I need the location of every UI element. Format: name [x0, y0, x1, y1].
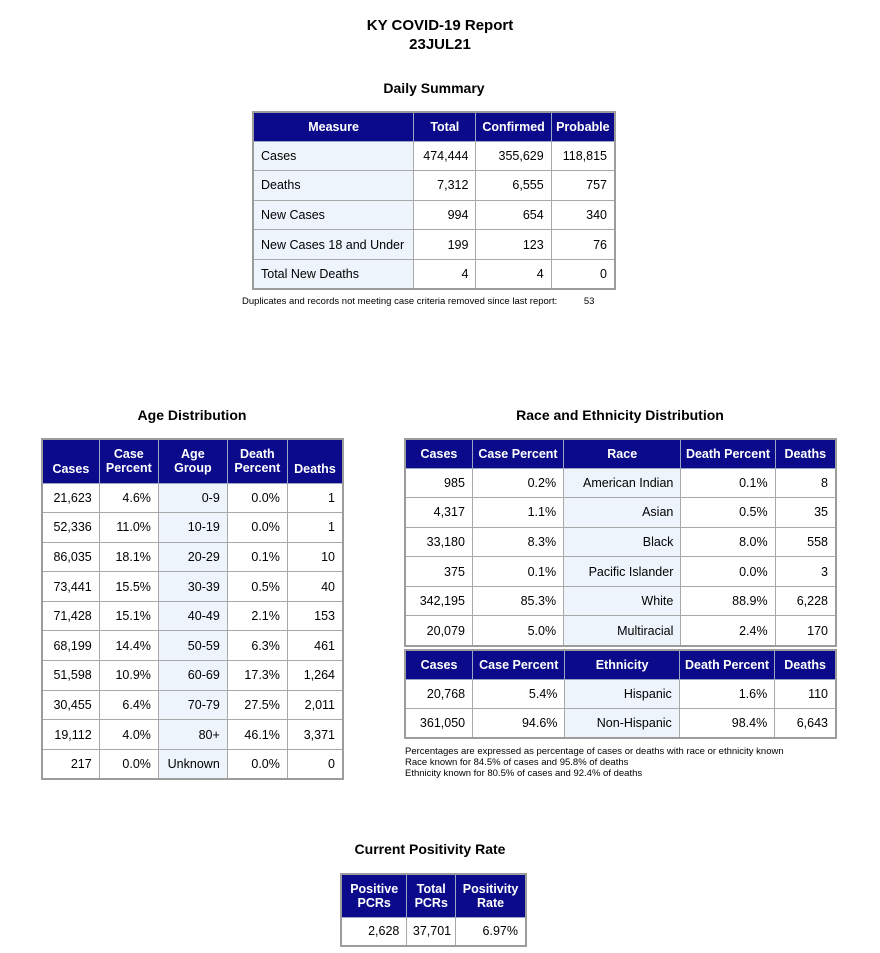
table-row — [42, 483, 343, 513]
table-cell: 6,643 — [775, 709, 836, 739]
table-row — [253, 230, 615, 260]
column-header: Case Percent — [99, 439, 158, 483]
column-header: Cases — [42, 439, 99, 483]
table-row — [42, 720, 343, 750]
column-header: Confirmed — [476, 112, 551, 141]
table-cell: 757 — [551, 171, 615, 201]
table-cell: New Cases — [253, 200, 414, 230]
column-header: Positivity Rate — [456, 874, 526, 917]
table-cell: 15.1% — [99, 601, 158, 631]
table-row — [405, 527, 836, 557]
table-row — [253, 171, 615, 201]
column-header: Measure — [253, 112, 414, 141]
column-header: Cases — [405, 439, 472, 468]
table-cell: 340 — [551, 200, 615, 230]
note-line: Race known for 84.5% of cases and 95.8% of deaths — [405, 757, 629, 768]
table-cell: 10 — [287, 542, 343, 572]
table-cell: 3 — [775, 557, 836, 587]
table-cell: 0.0% — [681, 557, 775, 587]
positivity-title: Current Positivity Rate — [354, 841, 506, 857]
table-row — [405, 557, 836, 587]
table-cell: 1.1% — [472, 498, 563, 528]
table-cell: 68,199 — [42, 631, 99, 661]
table-cell: 4,317 — [405, 498, 472, 528]
table-cell: Asian — [564, 498, 681, 528]
age-distribution-title: Age Distribution — [137, 407, 247, 423]
table-cell: 4.0% — [99, 720, 158, 750]
table-cell: 5.0% — [472, 616, 563, 646]
table-row — [42, 690, 343, 720]
table-cell: 118,815 — [551, 141, 615, 171]
age-distribution-table — [41, 438, 344, 780]
table-cell: 35 — [775, 498, 836, 528]
table-row — [405, 468, 836, 498]
table-cell: Non-Hispanic — [565, 709, 679, 739]
table-cell: 0 — [551, 259, 615, 289]
table-row — [253, 200, 615, 230]
table-cell: 17.3% — [227, 661, 287, 691]
table-cell: 375 — [405, 557, 472, 587]
column-header: Probable — [551, 112, 615, 141]
table-cell: 0.1% — [681, 468, 775, 498]
table-cell: 30,455 — [42, 690, 99, 720]
table-cell: Unknown — [158, 749, 227, 779]
table-cell: 27.5% — [227, 690, 287, 720]
table-cell: 0.1% — [472, 557, 563, 587]
table-cell: 0-9 — [158, 483, 227, 513]
table-cell: 199 — [414, 230, 476, 260]
table-cell: 2,628 — [341, 917, 407, 946]
table-cell: 461 — [287, 631, 343, 661]
table-cell: 0.1% — [227, 542, 287, 572]
table-cell: American Indian — [564, 468, 681, 498]
column-header: Death Percent — [679, 650, 774, 679]
table-cell: 21,623 — [42, 483, 99, 513]
table-cell: 37,701 — [407, 917, 456, 946]
column-header: Cases — [405, 650, 473, 679]
table-header-row — [42, 439, 343, 483]
table-row — [253, 259, 615, 289]
column-header: Total PCRs — [407, 874, 456, 917]
column-header: Deaths — [775, 439, 836, 468]
table-cell: 217 — [42, 749, 99, 779]
table-cell: 170 — [775, 616, 836, 646]
table-cell: 52,336 — [42, 513, 99, 543]
table-cell: 70-79 — [158, 690, 227, 720]
table-cell: 18.1% — [99, 542, 158, 572]
table-cell: 1 — [287, 483, 343, 513]
table-cell: 19,112 — [42, 720, 99, 750]
table-cell: 361,050 — [405, 709, 473, 739]
table-cell: 4 — [476, 259, 551, 289]
daily-summary-title: Daily Summary — [383, 80, 485, 96]
table-cell: 73,441 — [42, 572, 99, 602]
table-cell: 3,371 — [287, 720, 343, 750]
table-cell: 0.0% — [227, 513, 287, 543]
table-cell: 994 — [414, 200, 476, 230]
race-table — [404, 438, 837, 647]
table-cell: 10.9% — [99, 661, 158, 691]
duplicates-note-label: Duplicates and records not meeting case criteria removed since last report: — [242, 296, 558, 307]
table-row — [42, 601, 343, 631]
table-cell: 20-29 — [158, 542, 227, 572]
table-cell: 60-69 — [158, 661, 227, 691]
table-cell: 76 — [551, 230, 615, 260]
table-cell: New Cases 18 and Under — [253, 230, 414, 260]
table-cell: White — [564, 586, 681, 616]
table-cell: 2.4% — [681, 616, 775, 646]
note-line: Percentages are expressed as percentage of cases or deaths with race or ethnicity known — [405, 746, 784, 757]
table-cell: 110 — [775, 679, 836, 709]
table-cell: Black — [564, 527, 681, 557]
table-cell: 4.6% — [99, 483, 158, 513]
table-cell: 1,264 — [287, 661, 343, 691]
table-cell: 342,195 — [405, 586, 472, 616]
table-cell: 558 — [775, 527, 836, 557]
table-cell: 10-19 — [158, 513, 227, 543]
table-row — [405, 498, 836, 528]
table-cell: 153 — [287, 601, 343, 631]
duplicates-note-value: 53 — [583, 296, 595, 307]
table-cell: 5.4% — [473, 679, 565, 709]
table-row — [405, 616, 836, 646]
note-line: Ethnicity known for 80.5% of cases and 92.4% of deaths — [405, 768, 643, 779]
table-cell: Cases — [253, 141, 414, 171]
table-cell: 2.1% — [227, 601, 287, 631]
table-row — [42, 572, 343, 602]
table-cell: 8.3% — [472, 527, 563, 557]
column-header: Case Percent — [472, 439, 563, 468]
positivity-table — [340, 873, 527, 947]
column-header: Ethnicity — [565, 650, 679, 679]
ethnicity-table — [404, 649, 837, 739]
table-cell: 355,629 — [476, 141, 551, 171]
table-cell: 85.3% — [472, 586, 563, 616]
table-cell: 1.6% — [679, 679, 774, 709]
table-cell: 80+ — [158, 720, 227, 750]
column-header: Positive PCRs — [341, 874, 407, 917]
table-cell: 14.4% — [99, 631, 158, 661]
table-cell: Deaths — [253, 171, 414, 201]
table-cell: 6.4% — [99, 690, 158, 720]
table-cell: 98.4% — [679, 709, 774, 739]
table-cell: 15.5% — [99, 572, 158, 602]
table-cell: 86,035 — [42, 542, 99, 572]
table-cell: Total New Deaths — [253, 259, 414, 289]
table-cell: 7,312 — [414, 171, 476, 201]
race-ethnicity-notes — [405, 746, 784, 779]
table-row — [405, 679, 836, 709]
table-row — [42, 749, 343, 779]
column-header: Deaths — [775, 650, 836, 679]
column-header: Age Group — [158, 439, 227, 483]
table-cell: 51,598 — [42, 661, 99, 691]
column-header: Death Percent — [681, 439, 775, 468]
column-header: Race — [564, 439, 681, 468]
table-cell: 0.2% — [472, 468, 563, 498]
table-header-row — [253, 112, 615, 141]
table-cell: 88.9% — [681, 586, 775, 616]
table-cell: 50-59 — [158, 631, 227, 661]
table-cell: 20,079 — [405, 616, 472, 646]
table-cell: 4 — [414, 259, 476, 289]
table-cell: 40-49 — [158, 601, 227, 631]
column-header: Death Percent — [227, 439, 287, 483]
table-cell: 11.0% — [99, 513, 158, 543]
table-cell: 0.0% — [99, 749, 158, 779]
table-cell: 1 — [287, 513, 343, 543]
table-cell: 123 — [476, 230, 551, 260]
column-header: Deaths — [287, 439, 343, 483]
race-ethnicity-title: Race and Ethnicity Distribution — [516, 407, 724, 423]
table-cell: 0.0% — [227, 483, 287, 513]
table-cell: 985 — [405, 468, 472, 498]
table-header-row — [405, 439, 836, 468]
table-row — [42, 513, 343, 543]
table-header-row — [341, 874, 526, 917]
table-cell: 0.0% — [227, 749, 287, 779]
table-row — [405, 586, 836, 616]
table-cell: 474,444 — [414, 141, 476, 171]
table-cell: 6,555 — [476, 171, 551, 201]
table-cell: 0.5% — [681, 498, 775, 528]
daily-summary-table — [252, 111, 616, 290]
table-cell: Pacific Islander — [564, 557, 681, 587]
table-cell: 2,011 — [287, 690, 343, 720]
table-cell: 40 — [287, 572, 343, 602]
column-header: Total — [414, 112, 476, 141]
table-cell: 8.0% — [681, 527, 775, 557]
table-cell: 33,180 — [405, 527, 472, 557]
table-cell: 0 — [287, 749, 343, 779]
table-cell: 30-39 — [158, 572, 227, 602]
table-cell: 6.97% — [456, 917, 526, 946]
table-cell: 8 — [775, 468, 836, 498]
table-cell: 71,428 — [42, 601, 99, 631]
table-row — [42, 542, 343, 572]
table-cell: 46.1% — [227, 720, 287, 750]
report-title: KY COVID-19 Report — [366, 17, 514, 34]
table-cell: Multiracial — [564, 616, 681, 646]
table-row — [253, 141, 615, 171]
table-row — [341, 917, 526, 946]
table-cell: 654 — [476, 200, 551, 230]
table-cell: 94.6% — [473, 709, 565, 739]
table-header-row — [405, 650, 836, 679]
table-row — [42, 631, 343, 661]
report-date: 23JUL21 — [409, 36, 471, 53]
table-cell: 20,768 — [405, 679, 473, 709]
table-cell: 6.3% — [227, 631, 287, 661]
table-row — [405, 709, 836, 739]
table-cell: 6,228 — [775, 586, 836, 616]
duplicates-note — [242, 296, 594, 307]
table-cell: 0.5% — [227, 572, 287, 602]
table-row — [42, 661, 343, 691]
table-cell: Hispanic — [565, 679, 679, 709]
column-header: Case Percent — [473, 650, 565, 679]
